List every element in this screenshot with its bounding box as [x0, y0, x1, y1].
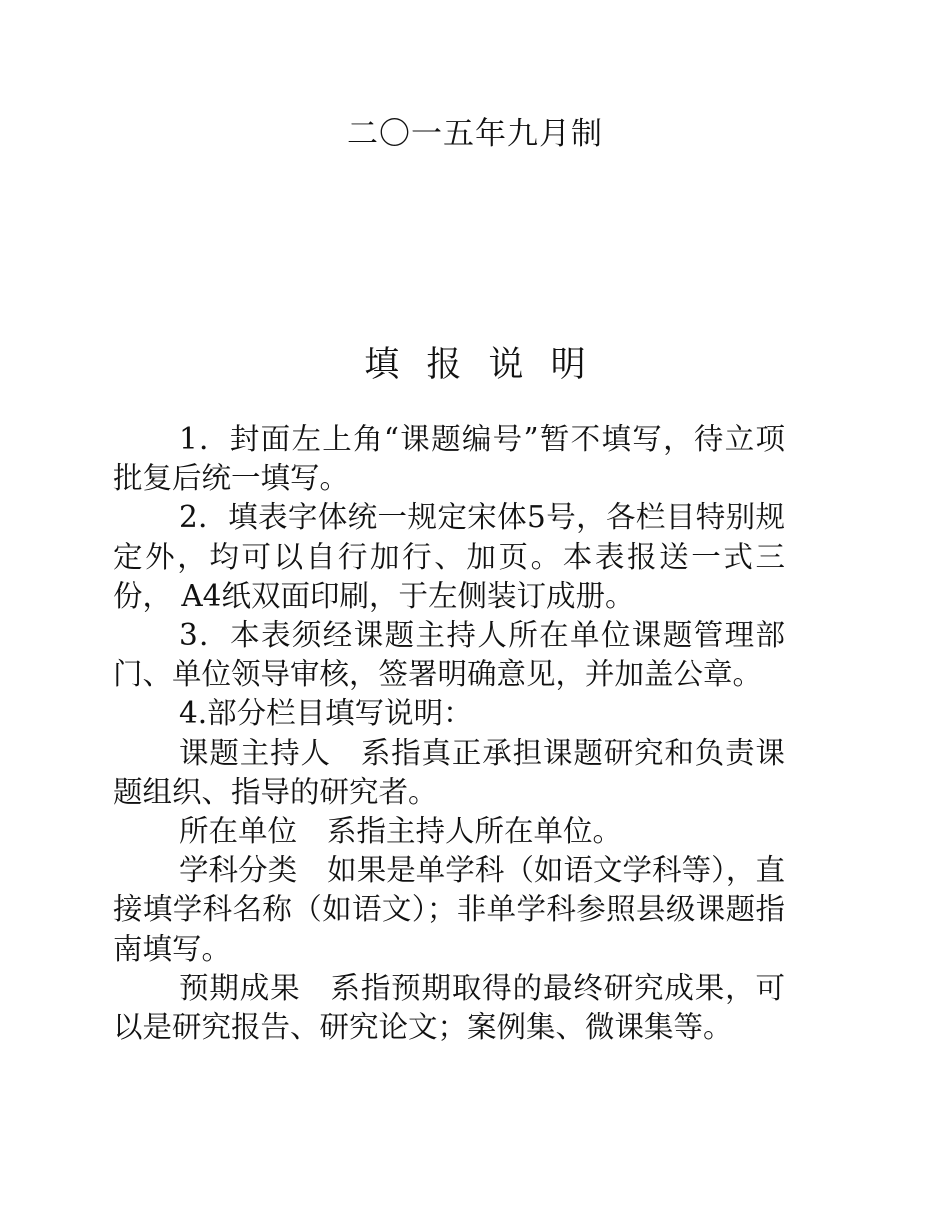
term-item-host	[113, 734, 785, 812]
term-label: 课题主持人	[179, 735, 331, 770]
term-item-unit	[113, 812, 785, 851]
instruction-paragraph-1: 1．封面左上角“课题编号”暂不填写，待立项批复后统一填写。	[113, 422, 785, 496]
term-description: 系指真正承担课题研究和负责课题组织、指导的研究者。	[113, 735, 785, 809]
term-description: 如果是单学科（如语文学科等），直接填学科名称（如语文）；非单学科参照县级课题指南填写。	[113, 853, 785, 966]
term-description: 系指预期取得的最终研究成果，可以是研究报告、研究论文；案例集、微课集等。	[113, 970, 785, 1045]
term-item-outcome	[113, 969, 785, 1047]
term-item-subject	[113, 851, 785, 969]
instruction-paragraph-4: 4.部分栏目填写说明：	[179, 696, 473, 731]
instruction-paragraph-3: 3．本表须经课题主持人所在单位课题管理部门、单位领导审核，签署明确意见，并加盖公章。	[113, 618, 785, 692]
term-label: 学科分类	[179, 853, 298, 888]
term-label: 所在单位	[179, 814, 298, 849]
instructions-body	[113, 420, 785, 1047]
section-title: 填 报 说 明	[364, 345, 586, 385]
date-line: 二〇一五年九月制	[347, 116, 603, 152]
term-description: 系指主持人所在单位。	[327, 814, 623, 849]
instruction-paragraph-2: 2．填表字体统一规定宋体5号，各栏目特别规定外，均可以自行加行、加页。本表报送一式三份， A4纸双面印刷，于左侧装订成册。	[113, 500, 785, 613]
term-label: 预期成果	[179, 970, 301, 1005]
